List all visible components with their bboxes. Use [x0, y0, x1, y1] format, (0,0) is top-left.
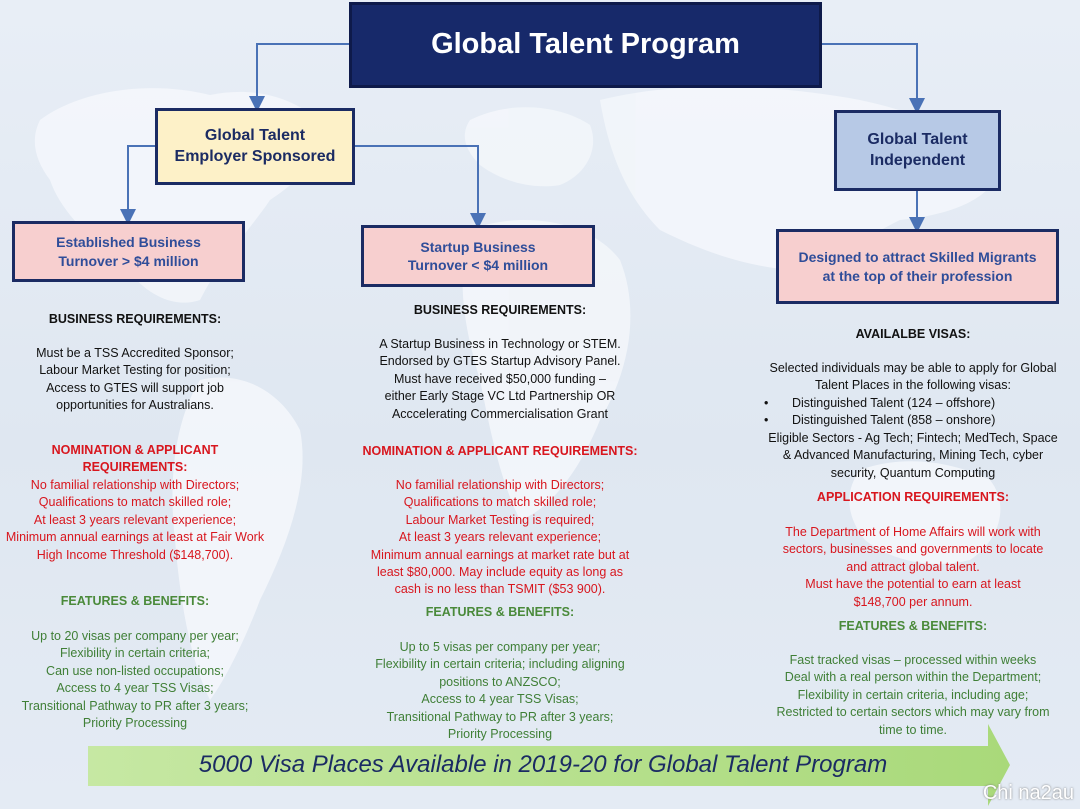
text-line: sectors, businesses and governments to locate: [782, 542, 1044, 557]
startup-business-line1: Startup Business: [420, 238, 536, 255]
text-line: Selected individuals may be able to apply for Global: [769, 361, 1057, 375]
text-line: least $80,000. May include equity as long as: [377, 565, 623, 580]
text-line: Up to 5 visas per company per year;: [399, 640, 601, 654]
visa-places-banner: 5000 Visa Places Available in 2019-20 for Global Talent Program: [198, 751, 888, 778]
text-line: Must have received $50,000 funding –: [394, 371, 606, 386]
application-requirements-heading: APPLICATION REQUIREMENTS:: [816, 490, 1010, 504]
program-title: Global Talent Program: [431, 28, 740, 61]
text-line: security, Quantum Computing: [830, 465, 996, 480]
text-line: Deal with a real person within the Department;: [784, 670, 1042, 685]
text-line: time to time.: [878, 722, 948, 737]
established-business-line2: Turnover > $4 million: [58, 252, 199, 269]
text-line: Access to GTES will support job: [46, 380, 224, 395]
startup-nomination-heading: NOMINATION & APPLICANT REQUIREMENTS:: [362, 444, 638, 458]
text-line: Qualifications to match skilled role;: [38, 495, 232, 510]
text-line: Priority Processing: [82, 716, 188, 731]
employer-sponsored-line1: Global Talent: [204, 126, 306, 144]
visa-bullet-text: Distinguished Talent (858 – onshore): [792, 413, 996, 428]
text-line: No familial relationship with Directors;: [30, 478, 240, 492]
established-features-heading: FEATURES & BENEFITS:: [60, 594, 210, 608]
text-line: Must be a TSS Accredited Sponsor;: [36, 346, 234, 360]
text-line: $148,700 per annum.: [853, 594, 973, 609]
skilled-features-heading: FEATURES & BENEFITS:: [838, 619, 988, 633]
text-line: Must have the potential to earn at least: [805, 577, 1021, 592]
text-line: either Early Stage VC Ltd Partnership OR: [384, 389, 616, 404]
text-line: Endorsed by GTES Startup Advisory Panel.: [379, 354, 621, 369]
text-line: Talent Places in the following visas:: [815, 378, 1011, 393]
text-line: Can use non-listed occupations;: [46, 663, 224, 678]
text-line: & Advanced Manufacturing, Mining Tech, cyber: [782, 448, 1044, 463]
text-line: Flexibility in certain criteria; including aligning: [375, 657, 625, 672]
text-line: Labour Market Testing for position;: [39, 363, 231, 378]
watermark: Chi na2au: [982, 782, 1074, 804]
independent-line1: Global Talent: [867, 130, 968, 148]
bullet-icon: •: [764, 396, 769, 410]
text-line: At least 3 years relevant experience;: [398, 530, 602, 545]
text-line: Minimum annual earnings at least at Fair Work: [5, 530, 265, 545]
established-business-line1: Established Business: [56, 234, 201, 251]
text-line: Acccelerating Commercialisation Grant: [391, 406, 609, 421]
text-line: Up to 20 visas per company per year;: [31, 629, 239, 643]
text-line: Qualifications to match skilled role;: [403, 495, 597, 510]
text-line: opportunities for Australians.: [56, 398, 214, 413]
text-line: Minimum annual earnings at market rate but at: [370, 547, 630, 562]
text-line: Transitional Pathway to PR after 3 years;: [21, 698, 249, 713]
text-line: Access to 4 year TSS Visas;: [56, 681, 214, 696]
skilled-migrants-line1: Designed to attract Skilled Migrants: [798, 249, 1037, 266]
startup-business-line2: Turnover < $4 million: [407, 257, 549, 273]
employer-sponsored-line2: Employer Sponsored: [174, 147, 336, 165]
text-line: Restricted to certain sectors which may vary from: [776, 705, 1050, 720]
independent-line2: Independent: [869, 151, 966, 169]
text-line: cash is no less than TSMIT ($53 900).: [394, 582, 606, 597]
startup-business-heading: BUSINESS REQUIREMENTS:: [413, 303, 587, 317]
text-line: At least 3 years relevant experience;: [33, 512, 237, 527]
text-line: Flexibility in certain criteria;: [59, 646, 211, 661]
text-line: Priority Processing: [447, 727, 553, 742]
text-line: Access to 4 year TSS Visas;: [421, 692, 579, 707]
skilled-migrants-line2: at the top of their profession: [822, 267, 1013, 284]
text-line: Fast tracked visas – processed within weeks: [789, 653, 1037, 667]
text-line: A Startup Business in Technology or STEM.: [379, 337, 621, 351]
available-visas-heading: AVAILALBE VISAS:: [855, 327, 971, 341]
text-line: Labour Market Testing is required;: [405, 512, 595, 527]
established-nomination-heading: NOMINATION & APPLICANT REQUIREMENTS:: [51, 443, 219, 475]
text-line: Transitional Pathway to PR after 3 years;: [386, 709, 614, 724]
text-line: Eligible Sectors - Ag Tech; Fintech; MedTech, Space: [768, 431, 1058, 445]
text-line: High Income Threshold ($148,700).: [36, 547, 234, 562]
established-business-heading: BUSINESS REQUIREMENTS:: [48, 312, 222, 326]
text-line: Flexibility in certain criteria, including age;: [797, 687, 1029, 702]
text-line: The Department of Home Affairs will work with: [785, 525, 1041, 539]
bullet-icon: •: [764, 413, 769, 428]
visa-bullet-text: Distinguished Talent (124 – offshore): [792, 396, 996, 410]
text-line: positions to ANZSCO;: [439, 674, 561, 689]
text-line: No familial relationship with Directors;: [395, 478, 605, 492]
startup-features-heading: FEATURES & BENEFITS:: [425, 605, 575, 619]
text-line: and attract global talent.: [846, 559, 980, 574]
